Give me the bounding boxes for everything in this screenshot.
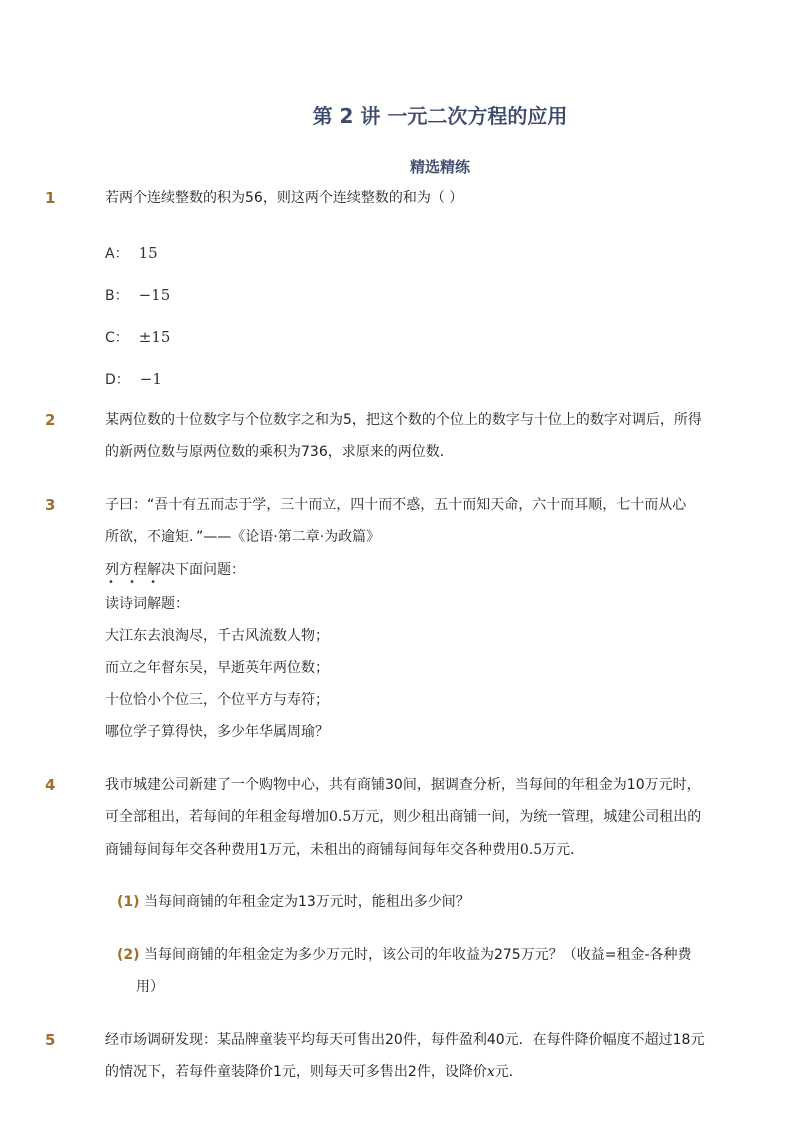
option-b-label: B： xyxy=(105,288,129,304)
question-number-5: 5 xyxy=(45,1031,56,1049)
text-segment: 万元，则少租出商铺一间，为统一管理，城建公司租出的 xyxy=(351,809,702,825)
emphasis-dots: • • • xyxy=(108,577,163,588)
sub-question-label: (2) xyxy=(117,947,140,963)
math-variable: x xyxy=(486,1064,495,1080)
sub-question-text: 当每间商铺的年租金定为多少万元时，该公司的年收益为275万元？（收益=租金-各种费 xyxy=(139,947,692,963)
question-number-3: 3 xyxy=(45,496,56,514)
sub-question-1 xyxy=(117,892,470,912)
question-3-line: 大江东去浪淘尽，千古风流数人物； xyxy=(105,628,329,644)
question-2-line: 某两位数的十位数字与个位数字之和为5，把这个数的个位上的数字与十位上的数字对调后，所得 xyxy=(105,412,702,428)
question-2-line: 的新两位数与原两位数的乘积为736，求原来的两位数． xyxy=(105,444,454,460)
math-value: 0.5 xyxy=(329,809,352,825)
sub-question-2 xyxy=(117,945,692,965)
question-4-line-1: 我市城建公司新建了一个购物中心，共有商铺30间，据调查分析，当每间的年租金为10万元时， xyxy=(105,777,701,793)
option-a xyxy=(105,243,158,263)
question-4-line-3 xyxy=(105,840,584,860)
sub-question-label: (1) xyxy=(117,894,140,910)
question-number-4: 4 xyxy=(45,776,56,794)
option-c xyxy=(105,327,170,347)
text-segment: 的情况下，若每件童装降价1元，则每天可多售出2件，设降价 xyxy=(105,1064,487,1080)
question-3-line: 列方程解决下面问题： xyxy=(105,562,245,578)
option-c-value: ±15 xyxy=(138,328,171,346)
question-3-line: 子曰：“吾十有五而志于学，三十而立，四十而不惑，五十而知天命，六十而耳顺，七十而从心 xyxy=(105,497,687,513)
question-1-text: 若两个连续整数的积为56，则这两个连续整数的和为（ ） xyxy=(105,190,464,206)
option-b-value: −15 xyxy=(138,286,171,304)
option-a-value: 15 xyxy=(138,244,158,262)
option-c-label: C： xyxy=(105,330,129,346)
question-3-line: 读诗词解题： xyxy=(105,596,189,612)
question-5-line-1: 经市场调研发现：某品牌童装平均每天可售出20件，每件盈利40元．在每件降价幅度不超过18元 xyxy=(105,1032,705,1048)
question-number-1: 1 xyxy=(45,189,56,207)
text-segment: 可全部租出，若每间的年租金每增加 xyxy=(105,809,329,825)
option-d-label: D： xyxy=(105,372,130,388)
option-d-value: −1 xyxy=(139,370,162,388)
option-d xyxy=(105,369,162,389)
question-3-line: 而立之年督东吴，早逝英年两位数； xyxy=(105,660,329,676)
sub-question-2-cont: 用） xyxy=(136,979,164,995)
section-subtitle: 精选精练 xyxy=(409,158,470,176)
sub-question-text: 当每间商铺的年租金定为13万元时，能租出多少间？ xyxy=(139,894,470,910)
text-segment: 元． xyxy=(494,1064,523,1080)
text-segment: 万元． xyxy=(542,842,585,858)
text-segment: 商铺每间每年交各种费用1万元，未租出的商铺每间每年交各种费用 xyxy=(105,842,520,858)
option-b xyxy=(105,285,170,305)
question-4-line-2 xyxy=(105,807,701,827)
question-5-line-2 xyxy=(105,1062,523,1082)
math-value: 0.5 xyxy=(519,842,543,858)
page-title: 第 2 讲 一元二次方程的应用 xyxy=(312,104,568,128)
option-a-label: A： xyxy=(105,246,129,262)
question-number-2: 2 xyxy=(45,411,56,429)
question-3-line: 所欲，不逾矩．”——《论语·第二章·为政篇》 xyxy=(105,529,381,545)
question-3-line: 哪位学子算得快，多少年华属周瑜？ xyxy=(105,724,329,740)
question-3-line: 十位恰小个位三，个位平方与寿符； xyxy=(105,692,329,708)
